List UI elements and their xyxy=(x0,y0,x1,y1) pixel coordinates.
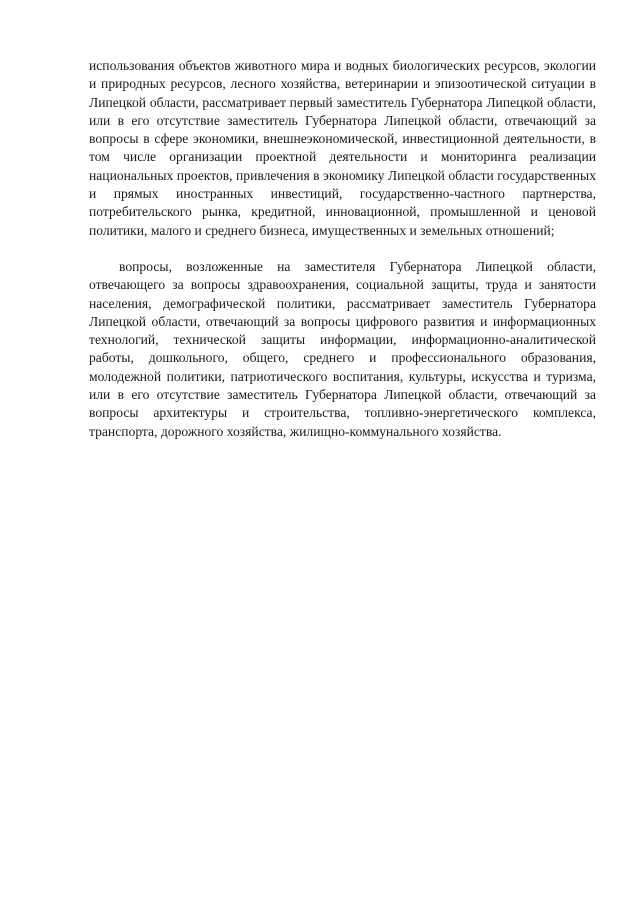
paragraph-1: использования объектов животного мира и водных биологических ресурсов, экологии и природных ресурсов, лесного хозяйства, ветеринарии и эпизоотической ситуации в Липецкой области, рассматривает первый заместитель Губернатора Липецкой области, или в его отсутствие заместитель Губернатора Липецкой области, отвечающий за вопросы в сфере экономики, внешнеэкономической, инвестиционной деятельности, в том числе организации проектной деятельности и мониторинга реализации национальных проектов, привлечения в экономику Липецкой области государственных и прямых иностранных инвестиций, государственно-частного партнерства, потребительского рынка, кредитной, инновационной, промышленной и ценовой политики, малого и среднего бизнеса, имущественных и земельных отношений; xyxy=(89,58,596,238)
document-body xyxy=(89,57,596,441)
paragraph-2: вопросы, возложенные на заместителя Губернатора Липецкой области, отвечающего за вопросы здравоохранения, социальной защиты, труда и занятости населения, демографической политики, рассматривает заместитель Губернатора Липецкой области, отвечающий за вопросы цифрового развития и информационных технологий, технической защиты информации, информационно-аналитической работы, дошкольного, общего, среднего и профессионального образования, молодежной политики, патриотического воспитания, культуры, искусства и туризма, или в его отсутствие заместитель Губернатора Липецкой области, отвечающий за вопросы архитектуры и строительства, топливно-энергетического комплекса, транспорта, дорожного хозяйства, жилищно-коммунального хозяйства. xyxy=(89,258,596,439)
